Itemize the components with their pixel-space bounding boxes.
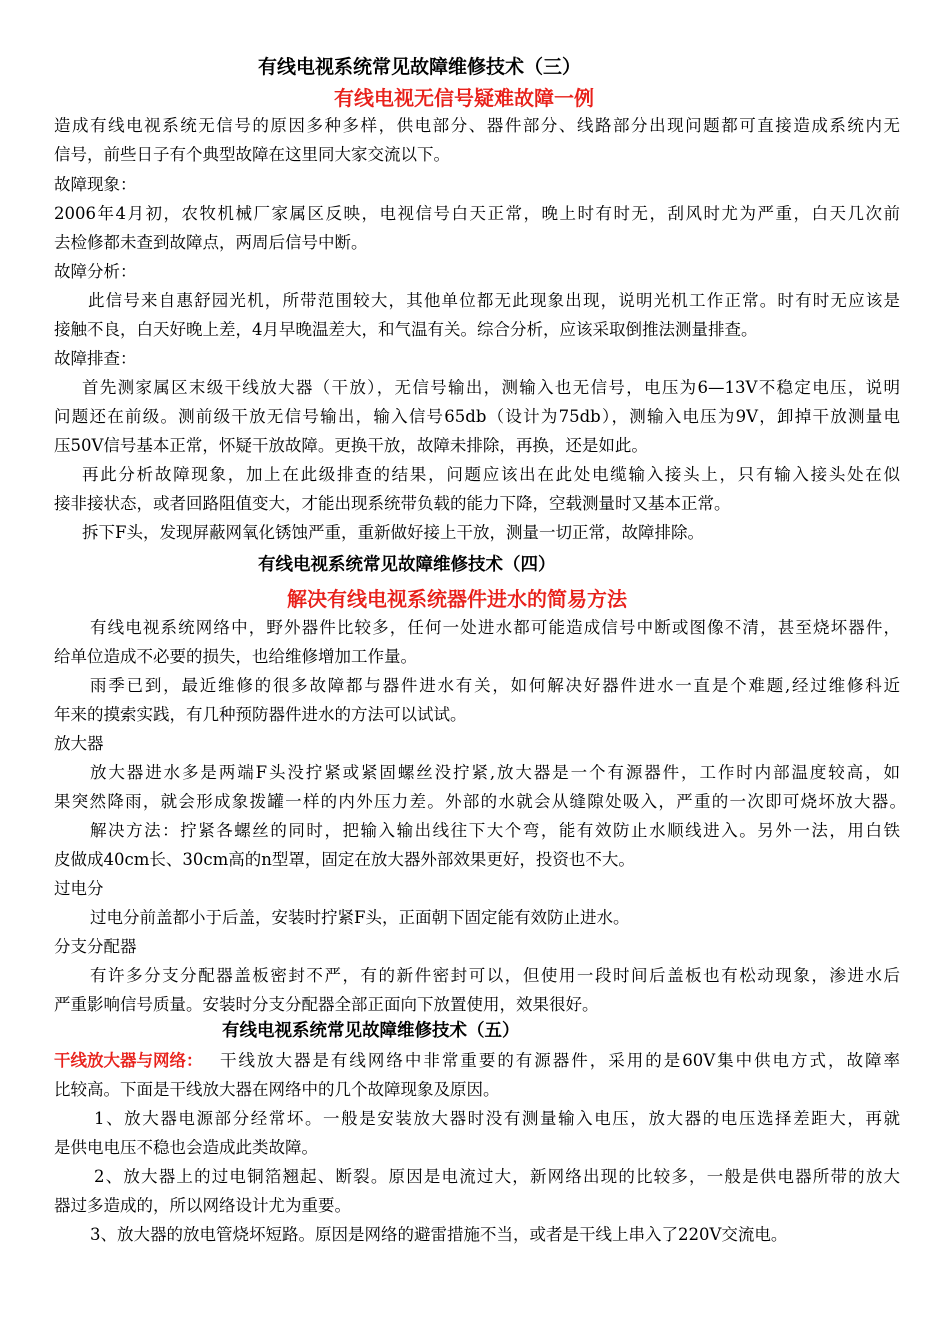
s5-lead-label: 干线放大器与网络：: [54, 1051, 203, 1070]
s4-para-1-line-1: 有线电视系统网络中，野外器件比较多，任何一处进水都可能造成信号中断或图像不清，甚至烧坏器件，: [90, 618, 900, 637]
s3-phenomenon-heading: 故障现象：: [54, 175, 137, 194]
s3-intro-line-1: 造成有线电视系统无信号的原因多种多样，供电部分、器件部分、线路部分出现问题都可直接造成系统内无: [54, 116, 900, 135]
section-5-title: 有线电视系统常见故障维修技术（五）: [222, 1021, 520, 1041]
s5-item-2-line-1: 2、放大器上的过电铜箔翘起、断裂。原因是电流过大，新网络出现的比较多，一般是供电器所带的放大: [94, 1167, 900, 1186]
s3-troubleshoot-line-5: 接非接状态，或者回路阻值变大，才能出现系统带负载的能力下降，空载测量时又基本正常。: [54, 494, 731, 513]
section-4-subtitle: 解决有线电视系统器件进水的简易方法: [287, 587, 627, 611]
s4-amplifier-heading: 放大器: [54, 734, 104, 753]
s5-para-1-line-2: 比较高。下面是干线放大器在网络中的几个故障现象及原因。: [54, 1080, 500, 1099]
s4-splitter-heading: 分支分配器: [54, 937, 137, 956]
s5-item-1-line-2: 是供电电压不稳也会造成此类故障。: [54, 1138, 318, 1157]
s4-para-1-line-2: 给单位造成不必要的损失，也给维修增加工作量。: [54, 647, 417, 666]
s5-item-1-line-1: 1、放大器电源部分经常坏。一般是安装放大器时没有测量输入电压，放大器的电压选择差距大，再就: [94, 1109, 900, 1128]
s3-troubleshoot-line-4: 再此分析故障现象，加上在此级排查的结果，问题应该出在此处电缆输入接头上，只有输入接头处在似: [82, 465, 900, 484]
s3-troubleshoot-line-1: 首先测家属区末级干线放大器（干放），无信号输出，测输入也无信号，电压为6—13V不稳定电压，说明: [82, 378, 900, 397]
s3-analysis-line-2: 接触不良，白天好晚上差，4月早晚温差大，和气温有关。综合分析，应该采取倒推法测量排查。: [54, 320, 758, 339]
s3-troubleshoot-line-6: 拆下F头，发现屏蔽网氧化锈蚀严重，重新做好接上干放，测量一切正常，故障排除。: [82, 523, 704, 542]
s5-para-1-line-1: 干线放大器是有线网络中非常重要的有源器件，采用的是60V集中供电方式，故障率: [220, 1051, 900, 1070]
s4-amplifier-line-1: 放大器进水多是两端F头没拧紧或紧固螺丝没拧紧,放大器是一个有源器件，工作时内部温度较高，如: [90, 763, 900, 782]
s4-solution-line-2: 皮做成40cm长、30cm高的n型罩，固定在放大器外部效果更好，投资也不大。: [54, 850, 635, 869]
s4-para-2-line-1: 雨季已到，最近维修的很多故障都与器件进水有关，如何解决好器件进水一直是个难题,经过维修科近: [90, 676, 900, 695]
s5-item-3-line-1: 3、放大器的放电管烧坏短路。原因是网络的避雷措施不当，或者是干线上串入了220V交流电。: [90, 1225, 788, 1244]
s3-troubleshoot-line-2: 问题还在前级。测前级干放无信号输出，输入信号65db（设计为75db），测输入电压为9V，卸掉干放测量电: [54, 407, 900, 426]
s4-pass-line-1: 过电分前盖都小于后盖，安装时拧紧F头，正面朝下固定能有效防止进水。: [90, 908, 630, 927]
s5-item-2-line-2: 器过多造成的，所以网络设计尤为重要。: [54, 1196, 351, 1215]
s3-analysis-heading: 故障分析：: [54, 262, 137, 281]
s4-amplifier-line-2: 果突然降雨，就会形成象拨罐一样的内外压力差。外部的水就会从缝隙处吸入，严重的一次即可烧坏放大器。: [54, 792, 906, 811]
s4-para-2-line-2: 年来的摸索实践，有几种预防器件进水的方法可以试试。: [54, 705, 467, 724]
s3-troubleshoot-heading: 故障排查：: [54, 349, 137, 368]
s4-solution-line-1: 解决方法：拧紧各螺丝的同时，把输入输出线往下大个弯，能有效防止水顺线进入。另外一法，用白铁: [90, 821, 900, 840]
section-3-title: 有线电视系统常见故障维修技术（三）: [258, 56, 582, 78]
s4-splitter-line-1: 有许多分支分配器盖板密封不严，有的新件密封可以，但使用一段时间后盖板也有松动现象，渗进水后: [90, 966, 900, 985]
s4-splitter-line-2: 严重影响信号质量。安装时分支分配器全部正面向下放置使用，效果很好。: [54, 995, 599, 1014]
s3-analysis-line-1: 此信号来自惠舒园光机，所带范围较大，其他单位都无此现象出现，说明光机工作正常。时有时无应该是: [88, 291, 900, 310]
section-4-title: 有线电视系统常见故障维修技术（四）: [258, 555, 556, 575]
section-3-subtitle: 有线电视无信号疑难故障一例: [334, 86, 594, 110]
s3-phenomenon-line-2: 去检修都未查到故障点，两周后信号中断。: [54, 233, 368, 252]
s3-intro-line-2: 信号，前些日子有个典型故障在这里同大家交流以下。: [54, 145, 450, 164]
s4-pass-heading: 过电分: [54, 879, 104, 898]
s3-troubleshoot-line-3: 压50V信号基本正常，怀疑干放故障。更换干放，故障未排除，再换，还是如此。: [54, 436, 648, 455]
s3-phenomenon-line-1: 2006年4月初，农牧机械厂家属区反映，电视信号白天正常，晚上时有时无，刮风时尤为严重，白天几次前: [54, 204, 900, 223]
